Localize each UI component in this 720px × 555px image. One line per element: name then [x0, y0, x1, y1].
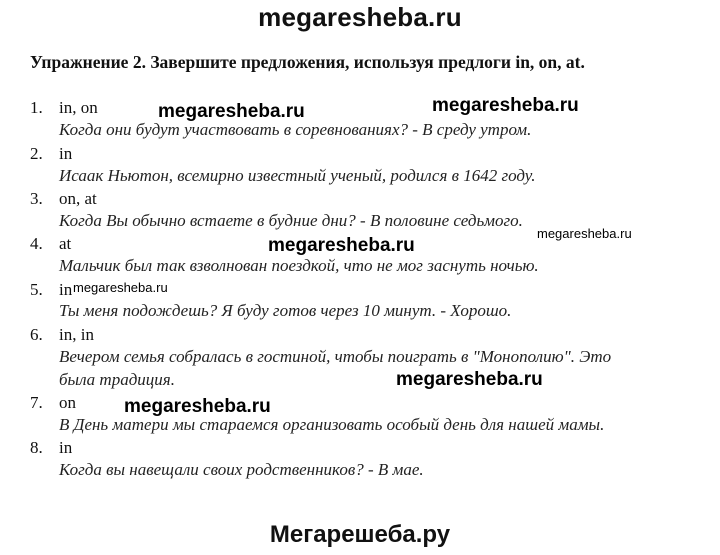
item-number: 4. [30, 234, 43, 253]
site-footer: Мегарешеба.ру [269, 521, 451, 548]
item-number: 7. [30, 393, 43, 412]
watermark: megaresheba.ru [158, 101, 305, 122]
item-number: 8. [30, 438, 43, 457]
item-translation: Ты меня подождешь? Я буду готов через 10 минут. - Хорошо. [59, 301, 512, 320]
watermark: megaresheba.ru [432, 95, 579, 116]
item-translation: Мальчик был так взволнован поездкой, что не мог заснуть ночью. [59, 256, 539, 275]
item-answer: in [59, 438, 73, 457]
watermark: megaresheba.ru [537, 226, 632, 241]
item-answer: in, on [59, 98, 98, 117]
item-answer: on, at [59, 189, 97, 208]
item-translation: Вечером семья собралась в гостиной, чтобы поиграть в "Монополию". Это [59, 347, 612, 366]
watermark: megaresheba.ru [268, 235, 415, 256]
item-number: 2. [30, 144, 43, 163]
item-number: 5. [30, 280, 43, 299]
item-answer: at [59, 234, 72, 253]
item-translation: Когда вы навещали своих родственников? - В мае. [59, 460, 424, 479]
item-translation: Когда Вы обычно встаете в будние дни? - В половине седьмого. [59, 211, 523, 230]
watermark: megaresheba.ru [73, 280, 168, 295]
item-number: 1. [30, 98, 43, 117]
item-answer: in, in [59, 325, 94, 344]
site-header: megaresheba.ru [258, 2, 462, 32]
item-number: 6. [30, 325, 43, 344]
item-translation: Исаак Ньютон, всемирно известный ученый, родился в 1642 году. [59, 166, 536, 185]
exercise-title: Упражнение 2. Завершите предложения, используя предлоги in, on, at. [30, 52, 585, 72]
item-translation: Когда они будут участвовать в соревнованиях? - В среду утром. [59, 120, 532, 139]
item-answer: in [59, 144, 73, 163]
item-answer: on [59, 393, 76, 412]
item-answer: in [59, 280, 73, 299]
watermark: megaresheba.ru [124, 396, 271, 417]
item-translation: В День матери мы стараемся организовать особый день для нашей мамы. [59, 415, 605, 434]
item-number: 3. [30, 189, 43, 208]
watermark: megaresheba.ru [396, 369, 543, 390]
item-translation-continued: была традиция. [59, 370, 175, 389]
